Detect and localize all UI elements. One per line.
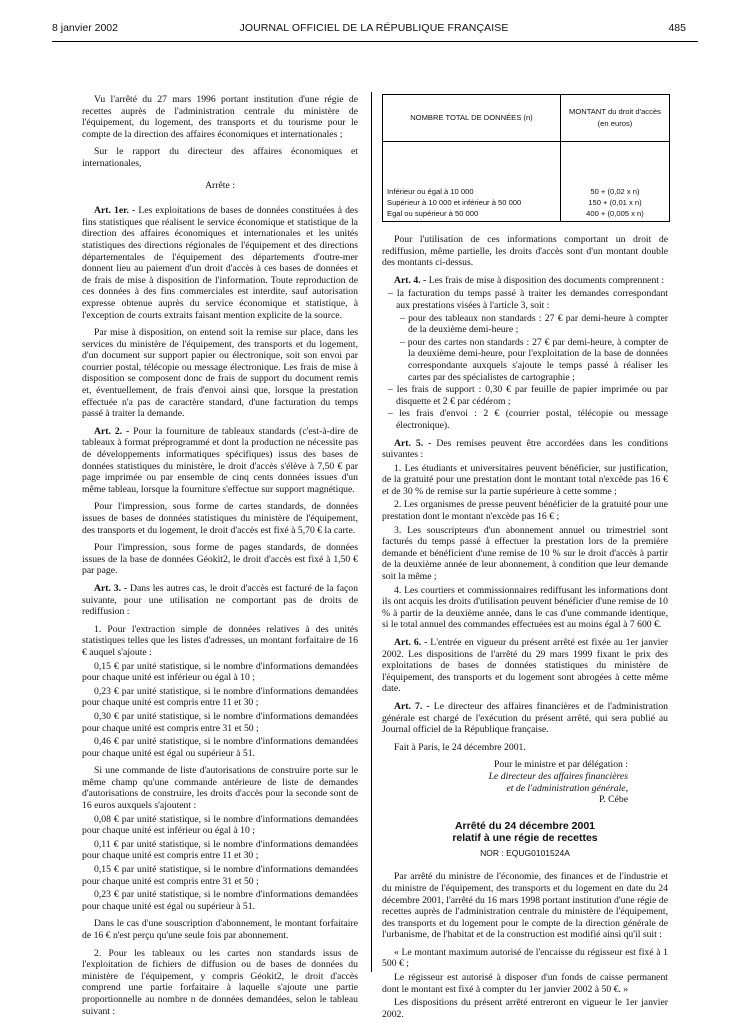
nor-reference: NOR : EQUG0101524A — [480, 847, 570, 858]
article-label: Art. 5. - — [394, 437, 432, 449]
header-journal-title: JOURNAL OFFICIEL DE LA RÉPUBLIQUE FRANÇAISE — [239, 22, 509, 34]
right-column — [382, 94, 668, 1026]
article-text: Pour la fourniture de tableaux standards (c'est-à-dire de tableaux à format préprogrammé et dont la production ne nécessite pas de développements informatiques spécifiques) issus des bases de données statistiques du ministère, le droit d'accès s'élève à 7,50 € par page imprimée ou par ensemble de cinq cents données issues d'un même tableau, lorsque la fourniture s'effectue sur support magnétique. — [82, 425, 358, 495]
article-label: Art. 1er. - — [94, 205, 136, 217]
list-item: 0,30 € par unité statistique, si le nombre d'informations demandées pour chaque unité est compris entre 31 et 50 ; — [82, 710, 358, 734]
paragraph: Pour l'utilisation de ces informations comportant un droit de rediffusion, même partielle, les droits d'accès sont d'un montant double des montants ci-dessus. — [382, 234, 668, 269]
header-date: 8 janvier 2002 — [52, 22, 118, 34]
fee-table — [382, 94, 670, 222]
table-row-label: Inférieur ou égal à 10 000 — [387, 187, 474, 196]
paragraph: Le régisseur est autorisé à disposer d'un fonds de caisse permanent dont le montant est fixé à compter du 1er janvier 2002 à 50 €. » — [382, 972, 668, 995]
table-row-value: 400 + (0,005 x n) — [586, 209, 644, 218]
signature-line: Le directeur des affaires financières — [488, 770, 628, 782]
table-row-value: 50 + (0,02 x n) — [590, 187, 640, 196]
article-text: L'entrée en vigueur du présent arrêté est fixée au 1er janvier 2002. Les dispositions de l'arrêté du 29 mars 1999 fixant le prix des exploitations de bases de données statistiques du ministère de l'équipement, des transports et du logement sont abrogées à cette même date. — [382, 637, 669, 695]
paragraph: Par arrêté du ministre de l'économie, des finances et de l'industrie et du ministre de l'équipement, des transports et du logement en date du 24 décembre 2001, l'arrêté du 16 mars 1998 portant institution d'une régie de recettes auprès de l'administration centrale du ministère de l'équipement, des transports et du logement pour le compte de la direction générale de l'urbanisme, de l'habitat et de la construction est modifié ainsi qu'il suit : — [382, 871, 668, 941]
article-label: Art. 4. - — [394, 274, 427, 286]
signature-date: Fait à Paris, le 24 décembre 2001. — [394, 741, 526, 753]
list-item: – les frais d'envoi : 2 € (courrier postal, télécopie ou message électronique). — [388, 408, 668, 431]
table-row-value: 150 + (0,01 x n) — [588, 198, 642, 207]
list-item: 1. Les étudiants et universitaires peuvent bénéficier, sur justification, de la gratuité pour une prestation dont le montant total n'excède pas 16 € et de 30 % de remise sur la partie supérieure à cette somme ; — [382, 462, 668, 497]
table-row-label: Supérieur à 10 000 et inférieur à 50 000 — [387, 198, 522, 207]
paragraph: « Le montant maximum autorisé de l'encaisse du régisseur est fixé à 1 500 € ; — [382, 946, 668, 970]
list-item: 0,23 € par unité statistique, si le nombre d'informations demandées pour chaque unité est compris entre 11 et 30 ; — [82, 685, 358, 709]
list-item: 3. Les souscripteurs d'un abonnement annuel ou trimestriel sont facturés du temps passé à effectuer la prestation lors de la première demande et bénéficient d'une remise de 10 % sur le droit d'accès à partir de la deuxième année de leur abonnement, à condition que leur demande soit la même ; — [382, 524, 668, 583]
list-item: 0,46 € par unité statistique, si le nombre d'informations demandées pour chaque unité est égal ou supérieur à 51. — [82, 736, 358, 759]
list-item: – pour des tableaux non standards : 27 € par demi-heure à compter de la deuxième demi-heure ; — [400, 312, 668, 336]
paragraph: Les dispositions du présent arrêté entreront en vigueur le 1er janvier 2002. — [382, 997, 668, 1020]
article-5 — [382, 438, 668, 461]
paragraph: 2. Pour les tableaux ou les cartes non standards issus de l'exploitation de fichiers de diffusion ou de bases de données du ministère de l'équipement, y compris Géokit2, le droit d'accès comprend une partie forfaitaire à laquelle s'ajoute une partie proportionnelle au nombre n de données demandées, selon le tableau suivant : — [82, 947, 358, 1017]
signature-line: Pour le ministre et par délégation : — [494, 759, 628, 771]
arrete-heading: Arrête : — [205, 179, 235, 191]
list-item: 0,23 € par unité statistique, si le nombre d'informations demandées pour chaque unité est égal ou supérieur à 51. — [82, 889, 358, 912]
article-3 — [82, 583, 358, 618]
article-text: Dans les autres cas, le droit d'accès est facturé de la façon suivante, pour une utilisation ne comportant pas de droits de rediffusion : — [82, 582, 358, 618]
column-divider — [371, 92, 372, 972]
paragraph: 1. Pour l'extraction simple de données relatives à des unités statistiques telles que les listes d'adresses, un montant forfaitaire de 16 € auquel s'ajoute : — [82, 623, 358, 658]
article-1 — [82, 205, 358, 321]
signature-name: P. Cébe — [598, 794, 628, 806]
paragraph: Par mise à disposition, on entend soit la remise sur place, dans les services du ministère de l'équipement, des transports et du logement, d'un document sur support papier ou électronique, soit son envoi par courrier postal, télécopie ou message électronique. Les frais de mise à disposition se composent donc de frais de support du document remis et, éventuellement, de frais d'envoi ainsi que, lorsque la prestation effectuée n'a pas de caractère standard, d'une facturation du temps passé à traiter la demande. — [82, 327, 358, 420]
list-item: 2. Les organismes de presse peuvent bénéficier de la gratuité pour une prestation dont le montant n'excède pas 16 € ; — [382, 499, 668, 523]
signature-line: et de l'administration générale, — [506, 782, 628, 794]
article-text: Les frais de mise à disposition des documents comprennent : — [428, 274, 665, 286]
list-item: – les frais de support : 0,30 € par feuille de papier imprimée ou par disquette et 2 € par cédérom ; — [388, 384, 668, 407]
article-text: Des remises peuvent être accordées dans les conditions suivantes : — [382, 437, 669, 461]
paragraph: Sur le rapport du directeur des affaires économiques et internationales, — [82, 146, 358, 169]
article-label: Art. 7. - — [394, 700, 430, 712]
section-title-line: relatif à une régie de recettes — [452, 831, 598, 844]
list-item: 0,08 € par unité statistique, si le nombre d'informations demandées pour chaque unité est inférieur ou égal à 10 ; — [82, 813, 358, 837]
article-4 — [382, 275, 668, 287]
list-item: 0,15 € par unité statistique, si le nombre d'informations demandées pour chaque unité est compris entre 31 et 50 ; — [82, 864, 358, 887]
left-column — [82, 94, 358, 1023]
signature-block — [382, 759, 668, 805]
table-header-total: NOMBRE TOTAL DE DONNÉES (n) — [383, 95, 561, 142]
paragraph: Pour l'impression, sous forme de cartes standards, de données issues de bases de données statistiques du ministère de l'équipement, des transports et du logement, le droit d'accès est fixé à 5,70 € la carte. — [82, 501, 358, 536]
paragraph: Pour l'impression, sous forme de pages standards, de données issues de la base de données Géokit2, le droit d'accès est fixé à 1,50 € par page. — [82, 542, 358, 577]
list-item: – la facturation du temps passé à traiter les demandes correspondant aux prestations visées à l'article 3, soit : — [388, 288, 668, 311]
list-item: 0,15 € par unité statistique, si le nombre d'informations demandées pour chaque unité est inférieur ou égal à 10 ; — [82, 660, 358, 684]
article-text: Le directeur des affaires financières et de l'administration générale est chargé de l'exécution du présent arrêté, qui sera publié au Journal officiel de la République française. — [382, 700, 669, 736]
paragraph: Dans le cas d'une souscription d'abonnement, le montant forfaitaire de 16 € n'est perçu qu'une seule fois par abonnement. — [82, 918, 358, 941]
paragraph: Vu l'arrêté du 27 mars 1996 portant institution d'une régie de recettes auprès de l'administration centrale du ministère de l'équipement, du logement, des transports et du tourisme pour le compte de la direction des affaires économiques et internationales ; — [82, 94, 358, 140]
list-item: 4. Les courtiers et commissionnaires rediffusant les informations dont ils ont acquis les droits d'utilisation peuvent bénéficier d'une remise de 10 % à partir de la deuxième année, dans le cas d'une commande identique, si le total annuel des commandes effectuées est au moins égal à 7 600 €. — [382, 584, 668, 631]
article-2 — [82, 426, 358, 496]
article-6 — [382, 637, 668, 695]
table-labels-cell — [383, 142, 561, 222]
paragraph: Si une commande de liste d'autorisations de construire porte sur le même champ qu'une commande antérieure de liste de demandes d'autorisations de construire, les droits d'accès pour la seconde sont de 16 euros auxquels s'ajoutent : — [82, 765, 358, 812]
header-rule — [52, 41, 698, 42]
list-item: – pour des cartes non standards : 27 € par demi-heure, à compter de la deuxième demi-heure, pour l'exploitation de la base de données correspondante auxquels s'ajoute le temps passé à réaliser les cartes par des spécialistes de cartographie ; — [400, 336, 668, 383]
section-title — [382, 820, 668, 844]
article-7 — [382, 701, 668, 736]
article-label: Art. 2. - — [94, 425, 130, 437]
list-item: 0,11 € par unité statistique, si le nombre d'informations demandées pour chaque unité est compris entre 11 et 30 ; — [82, 838, 358, 862]
header-page-number: 485 — [668, 22, 686, 34]
table-values-cell — [560, 142, 669, 222]
table-row-label: Egal ou supérieur à 50 000 — [387, 209, 479, 218]
page-header — [0, 20, 748, 40]
article-text: Les exploitations de bases de données constituées à des fins statistiques que réalisent le service économique et statistique de la direction des affaires économiques et internationales et les unités statistiques des directions régionales de l'équipement et des directions départementales de l'équipement des départements d'outre-mer donnent lieu au paiement d'un droit d'accès à ces bases de données et de frais de mise à disposition de l'information. Toute reproduction de ces données à des fins commerciales est interdite, sauf autorisation expresse obtenue auprès du service économique et statistique, à l'exception de courts extraits faisant mention explicite de la source. — [82, 205, 359, 321]
section-title-line: Arrêté du 24 décembre 2001 — [454, 819, 596, 832]
article-label: Art. 3. - — [94, 582, 128, 594]
article-label: Art. 6. - — [394, 637, 428, 648]
table-header-amount: MONTANT du droit d'accès (en euros) — [560, 95, 669, 142]
